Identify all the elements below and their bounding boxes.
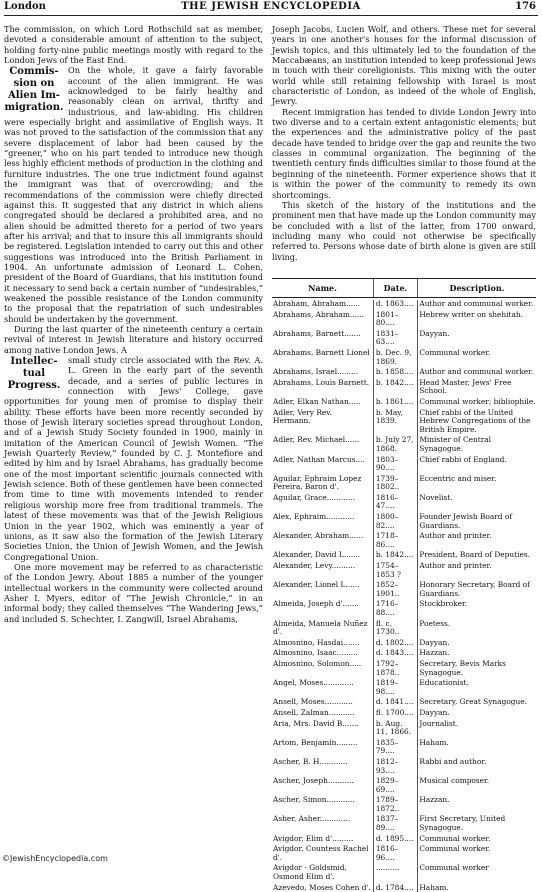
table-row [272,864,536,881]
cell-name: Asher, Asher............. [273,814,351,824]
cell-date: d. 1841.... [375,697,414,707]
cell-description: Communal worker [419,863,489,873]
cell-description: Head Master, Jews' Free School. [419,377,512,396]
cell-description: Chief rabbi of the United Hebrew Congregations of the British Empire. [419,407,531,434]
table-row [272,494,536,511]
cell-name: Adler, Nathan Marcus.... [273,454,365,464]
cell-name: Alexander, Abraham...... [273,531,364,541]
cell-description: Founder Jewish Board of Guardians. [419,512,513,530]
cell-description: Haham. [419,882,449,892]
cell-date: 1816–96.... [375,844,399,862]
cell-name: Almosnino, Solomon..... [273,658,362,668]
column-header-name: Name. [272,279,374,297]
cell-description: Hazzan. [419,795,450,805]
paragraph-recent-immigration: Recent immigration has tended to divide London Jewry into two diverse and to a certain extent antagonistic elements; but the experiences and the administrative policy of the past decade have tended to bridge over the gap and reunite the two classes in communal organization. The beginning of the twentieth century finds difficulties similar to those found at the beginning of the nineteenth. Former experience shows that it is within the power of the community to remedy its own shortcomings. [272,106,536,200]
cell-name: Adler, Rev. Michael...... [273,435,360,445]
cell-name: Abrahams, Louis Barnett. [273,377,370,387]
cell-name: Avigdor, Elim d'......... [273,833,354,843]
cell-name: Avigdor - Goldsmid, Osmond Elim d'. [273,863,347,882]
cell-name: Ascher, Simon............ [273,795,355,805]
cell-name: Almeida, Joseph d'....... [273,599,359,609]
cell-date: b. 1842.... [375,550,414,560]
table-row [272,475,536,492]
page-header [4,0,538,16]
table-row [272,311,536,328]
biography-table [272,278,536,892]
watermark: ©JewishEncyclopedia.com [2,854,108,863]
header-title: THE JEWISH ENCYCLOPEDIA [181,1,361,12]
cell-name: Almosnino, Isaac......... [273,648,358,658]
cell-date: b. Dec. 9, 1869. [375,347,412,366]
cell-date: 1718–86.... [375,531,399,549]
cell-name: Aguilar, Grace............ [273,492,355,502]
cell-name: Alexander, Lionel L...... [273,580,360,590]
cell-date: fl. c. 1730.. [375,618,400,637]
cell-name: Adler, Very Rev. Hermann. [273,407,332,426]
cell-description: Hebrew writer on shehitah. [419,309,524,319]
cell-date: 1831–63.... [375,328,399,347]
cell-name: Alexander, David L....... [273,550,361,560]
cell-name: Avigdor, Countess Rachel d'. [273,844,369,862]
table-row [272,620,536,637]
cell-description: Communal worker. [419,833,491,843]
cell-description: Minister of Central Synagogue. [419,435,492,453]
cell-date: d. 1802.... [375,637,414,647]
paragraph-wandering-jews: One more movement may be referred to as characteristic of the London Jewry. About 1885 a number of the younger intellectual workers in the community were collected around Asher I. Myers, editor of “The Jewish Chronicle,” in an informal body; they called themselves “The Wandering Jews,” and included S. Schechter, I. Zangwill, Israel Abrahams, [4,561,263,624]
cell-description: Journalist. [419,718,459,728]
table-row [272,409,536,435]
cell-date: 1716–88.... [375,599,399,617]
table-row [272,845,536,862]
cell-description: Communal worker. [419,844,491,854]
cell-name: Angel, Moses............. [273,678,354,688]
cell-name: Aria, Mrs. David B....... [273,718,359,728]
cell-description: Author and communal worker. [419,367,534,377]
table-row [272,698,536,707]
cell-description: Author and printer. [419,531,492,541]
paragraph-intellectual-progress: small study circle associated with the Rev. A. L. Green in the early part of the seventh decade, and a series of public lectures in connection with Jews' College, gave opportunities for young men of promise to display their ability. These efforts have been more recently seconded by those of Jewish literary societies spread throughout London, and of a Jewish Study Society founded in 1900, mainly in imitation of the American Council of Jewish Women. “The Jewish Quarterly Review,” founded by C. J. Montefiore and edited by him and by Israel Abrahams, has gradually become one of the most important scientific journals connected with Jewish science. Both of these gentlemen have been connected from time to time with movements intended to render religious worship more free from traditional trammels. The latest of these movements was that of the Jewish Religious Union in the year 1902, which was eminently a year of unions, as it saw also the formation of the Jewish Literary Societies Union, the Union of Jewish Women, and the Jewish Congregational Union. [4,355,263,562]
cell-date: 1739–1802.. [375,473,400,492]
table-row [272,777,536,794]
side-heading-line: migration. [4,102,64,114]
cell-description: First Secretary, United Synagogue. [419,814,506,833]
table-row [272,815,536,832]
table-row [272,639,536,648]
cell-name: Ascher, B. H............ [273,756,348,766]
table-row [272,379,536,396]
table-row [272,739,536,756]
cell-date: 1792–1878.. [375,658,400,677]
table-row [272,513,536,530]
column-header-description: Description. [449,283,505,293]
paragraph-list-intro: This sketch of the history of the institutions and the prominent men that have made up the London community may be concluded with a list of the latter, from 1700 onward, including many who could not otherwise be specifically referred to. Persons whose date of birth alone is given are still living. [272,199,536,262]
cell-name: Abrahams, Barnett....... [273,328,361,338]
cell-description: Poetess. [419,618,451,628]
table-row [272,796,536,813]
column-header-date: Date. [374,279,418,297]
cell-date: d. 1784.... [375,882,414,892]
cell-date: b. July 27, 1868. [375,435,414,453]
table-row [272,300,536,309]
table-row [272,835,536,844]
cell-name: Almosnino, Hasdai....... [273,637,360,647]
paragraph-maccabaeans: Joseph Jacobs, Lucien Wolf, and others. These met for several years in one another's houses for the informal discussion of Jewish topics, and this ultimately led to the foundation of the Maccabæans, an institution intended to keep professional Jews in touch with their coreligionists. This mixing with the outer world while still retaining fellowship with Israel is most characteristic of London, as indeed of the whole of English, Jewry. [272,24,536,107]
cell-name: Ansell, Zalman........... [273,707,355,717]
table-row [272,436,536,453]
cell-description: Educationist. [419,678,469,688]
cell-name: Alexander, Levy.......... [273,561,356,571]
cell-name: Abrahams, Barnett Lionel [273,347,370,357]
table-row [272,758,536,775]
cell-date: 1803–90.... [375,454,399,473]
cell-date: 1835–79.... [375,737,399,756]
cell-description: Haham. [419,737,449,747]
cell-date: 1837–89.... [375,814,399,833]
table-row [272,679,536,696]
cell-name: Artom, Benjamin......... [273,737,358,747]
cell-date: d. 1863.... [375,299,414,308]
cell-name: Azevedo, Moses Cohen d'. [273,882,371,892]
cell-date: 1819–98.... [375,678,399,696]
cell-description: Stockbroker. [419,599,468,609]
cell-description: Rabbi and author. [419,756,487,766]
cell-date: 1801–80.... [375,309,399,328]
cell-date: 1800–82.... [375,512,399,530]
cell-description: Dayyan. [419,707,450,717]
header-page-number: 176 [515,1,536,12]
table-row [272,398,536,407]
cell-name: Almeida, Manuela Nuñez d'. [273,618,368,637]
cell-date: 1789–1872.. [375,795,400,813]
table-row [272,581,536,598]
side-heading-alien-immigration [4,66,64,114]
table-row [272,456,536,473]
table-row [272,720,536,737]
right-column [272,24,536,294]
cell-description: Hazzan. [419,648,450,658]
cell-date: 1754–1853 ? [375,561,401,579]
paragraph-commission-findings: On the whole, it gave a fairly favorable account of the alien immigrant. He was acknowledged to be fairly healthy and reasonably clean on arrival, thrifty and industrious, and law-abiding. His children were especially bright and assimilative of English ways. It was not proved to the satisfaction of the commission that any severe displacement of labor had been caused by the “greener,” who on his part tended to introduce new though less highly efficient methods of production in the clothing and furniture industries. The one true indictment found against the immigrant was that of overcrowding; and the recommendations of the commission were chiefly directed against this. It suggested that any district in which aliens congregated should be declared a prohibited area, and no alien should be admitted thereto for a period of two years after his arrival; and that to insure this all immigrants should be registered. Legislation intended to carry out this and other suggestions was introduced into the British Parliament in 1904. An unfortunate admission of Leonard L. Cohen, president of the Board of Guardians, that his institution found it necessary to send back a certain number of “undesirables,” weakened the possible resistance of the London community to the proposal that the repatriation of such undesirables should be undertaken by the government. [4,65,263,324]
table-row [272,660,536,677]
paragraph-commission-intro: The commission, on which Lord Rothschild sat as member, devoted a considerable amount of attention to the subject, holding forty-nine public meetings mostly with regard to the London Jews of the East End. [4,24,263,66]
table-row [272,562,536,579]
table-row [272,330,536,347]
paragraph-revival-intro: During the last quarter of the nineteenth century a certain revival of interest in Jewish literature and history occurred among native London Jews. A [4,323,263,355]
cell-date: b. 1861.... [375,396,414,406]
table-row [272,600,536,617]
table-row [272,884,536,892]
cell-description: Eccentric and miser. [419,473,497,483]
cell-date: b. Aug. 11, 1866. [375,718,412,737]
cell-name: Ascher, Joseph........... [273,776,354,786]
cell-description: Communal worker; bibliophile. [419,396,536,406]
table-row [272,368,536,377]
cell-date: b. 1842.... [375,377,414,387]
cell-name: Abraham, Abraham...... [273,299,361,308]
left-column [4,24,263,854]
side-heading-line: Intellec- [10,356,58,367]
side-heading-line: Progress. [7,380,61,391]
cell-date: fl. 1700.... [375,707,414,717]
cell-description: Chief rabbi of England. [419,454,507,464]
cell-date: 1812–93.... [375,756,399,775]
cell-description: Novelist. [419,492,453,502]
table-header [272,279,536,298]
cell-description: Secretary, Bevis Marks Synagogue. [419,658,506,677]
cell-date: 1852–1901.. [375,580,400,598]
cell-name: Alex, Ephraim............ [273,512,355,522]
cell-description: Communal worker. [419,347,491,357]
cell-date: 1816–47.... [375,492,399,511]
cell-name: Abrahams, Abraham...... [273,309,364,319]
cell-date: 1829–69.... [375,776,399,794]
cell-description: Author and communal worker. [419,299,534,308]
cell-date: .......... [375,863,400,873]
table-row [272,709,536,718]
cell-description: President, Board of Deputies. [419,550,531,560]
side-heading-line: Alien Im- [8,90,60,102]
table-body [272,300,536,892]
side-heading-intellectual-progress [4,356,64,392]
table-row [272,649,536,658]
cell-description: Honorary Secretary, Board of Guardians. [419,580,530,598]
cell-date: b. May, 1839. [375,407,403,426]
cell-date: d. 1843.... [375,648,414,658]
cell-date: b. 1858.... [375,367,414,377]
side-heading-line: sion on [13,78,55,90]
side-heading-line: Commis- [9,66,59,78]
table-row [272,349,536,366]
cell-name: Aguilar, Ephraim Lopez Pereira, Baron d'. [273,473,362,492]
side-heading-line: tual [22,368,46,379]
cell-description: Musical composer. [419,776,490,786]
cell-date: d. 1895.... [375,833,414,843]
cell-description: Dayyan. [419,637,450,647]
cell-description: Secretary, Great Synagogue. [419,697,527,707]
cell-name: Adler, Elkan Nathan..... [273,396,361,406]
cell-description: Author and printer. [419,561,492,571]
cell-name: Ansell, Moses............ [273,697,353,707]
table-row [272,532,536,549]
cell-name: Abrahams, Israel......... [273,367,359,377]
header-section-name: London [4,1,46,12]
table-row [272,551,536,560]
cell-description: Dayyan. [419,328,450,338]
